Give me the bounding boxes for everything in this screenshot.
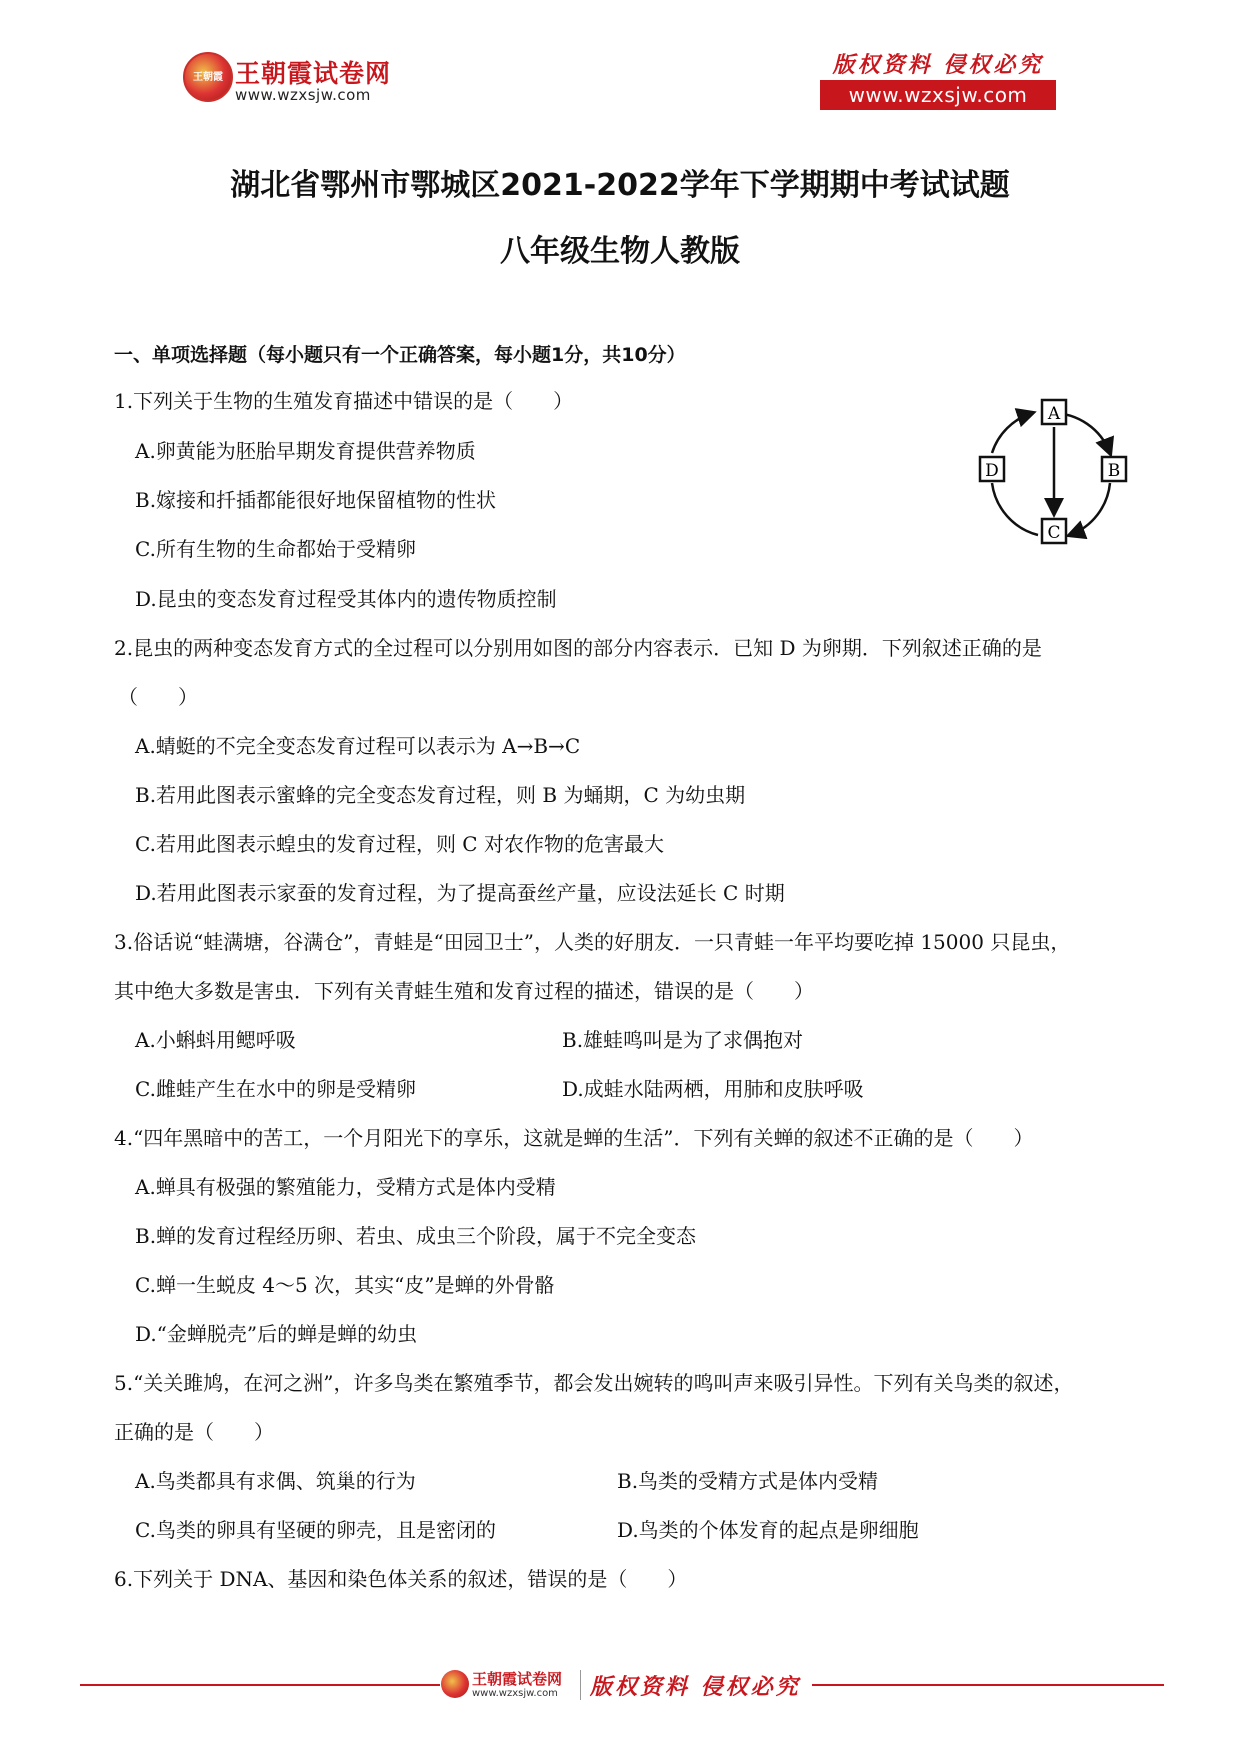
stage-label-b: B [1107,461,1121,481]
url-banner: www.wzxsjw.com [820,80,1056,110]
q1-stem: 1.下列关于生物的生殖发育描述中错误的是（ ） [114,389,574,413]
q3-stem-cont: 其中绝大多数是害虫．下列有关青蛙生殖和发育过程的描述，错误的是（ ） [114,979,814,1003]
q5-option-b: B.鸟类的受精方式是体内受精 [617,1469,879,1493]
exam-title: 湖北省鄂州市鄂城区2021-2022学年下学期期中考试试题 [230,168,1010,203]
q1-option-c: C.所有生物的生命都始于受精卵 [135,537,416,561]
q4-option-a: A.蝉具有极强的繁殖能力，受精方式是体内受精 [135,1175,556,1199]
q6-stem: 6.下列关于 DNA、基因和染色体关系的叙述，错误的是（ ） [114,1567,688,1591]
q4-option-c: C.蝉一生蜕皮 4～5 次，其实“皮”是蝉的外骨骼 [135,1273,555,1297]
q3-option-a: A.小蝌蚪用鳃呼吸 [135,1028,296,1052]
brand-url: www.wzxsjw.com [235,86,371,104]
q1-option-d: D.昆虫的变态发育过程受其体内的遗传物质控制 [135,587,557,611]
q5-stem: 5.“关关雎鸠，在河之洲”，许多鸟类在繁殖季节，都会发出婉转的鸣叫声来吸引异性。下列有关鸟类的叙述， [114,1371,1074,1395]
footer-divider [580,1670,581,1700]
stage-label-a: A [1047,404,1061,424]
stage-label-d: D [985,461,999,481]
footer-seal-icon [441,1670,469,1698]
q4-stem: 4.“四年黑暗中的苦工，一个月阳光下的享乐，这就是蝉的生活”．下列有关蝉的叙述不正确的是（ ） [114,1126,1034,1150]
q1-option-b: B.嫁接和扦插都能很好地保留植物的性状 [135,488,497,512]
q4-option-b: B.蝉的发育过程经历卵、若虫、成虫三个阶段，属于不完全变态 [135,1224,697,1248]
q5-option-a: A.鸟类都具有求偶、筑巢的行为 [135,1469,416,1493]
q5-option-d: D.鸟类的个体发育的起点是卵细胞 [617,1518,919,1542]
q3-option-b: B.雄蛙鸣叫是为了求偶抱对 [562,1028,804,1052]
q2-stem-cont: （ ） [118,685,198,709]
q5-option-c: C.鸟类的卵具有坚硬的卵壳，且是密闭的 [135,1518,496,1542]
q2-option-a: A.蜻蜓的不完全变态发育过程可以表示为 A→B→C [135,734,581,758]
stage-box-a [1042,400,1066,424]
stage-box-b [1102,457,1126,481]
q3-option-d: D.成蛙水陆两栖，用肺和皮肤呼吸 [562,1077,864,1101]
brand-seal-icon [183,52,233,102]
copyright-stamp [820,48,1056,112]
seal-text: 王朝霞 [193,72,223,83]
page-header [0,0,1240,130]
stage-box-d [980,457,1004,481]
footer-rule-left [80,1684,440,1686]
brand-name: 王朝霞试卷网 [235,59,392,88]
exam-subtitle: 八年级生物人教版 [500,234,740,269]
footer-url: www.wzxsjw.com [472,1688,558,1699]
copyright-text: 版权资料 侵权必究 [832,52,1044,78]
q2-option-c: C.若用此图表示蝗虫的发育过程，则 C 对农作物的危害最大 [135,832,664,856]
section-heading: 一、单项选择题（每小题只有一个正确答案，每小题1分，共10分） [114,344,686,366]
q3-stem: 3.俗话说“蛙满塘，谷满仓”，青蛙是“田园卫士”，人类的好朋友．一只青蛙一年平均要吃掉 15000 只昆虫， [114,930,1071,954]
footer-copyright: 版权资料 侵权必究 [590,1674,801,1700]
arrow-b-to-c [1070,483,1110,535]
footer-brand: 王朝霞试卷网 [472,1670,563,1688]
q1-option-a: A.卵黄能为胚胎早期发育提供营养物质 [135,439,476,463]
stage-box-c [1042,519,1066,543]
arrow-c-to-d [992,483,1038,535]
q3-option-c: C.雌蛙产生在水中的卵是受精卵 [135,1077,416,1101]
q2-stem: 2.昆虫的两种变态发育方式的全过程可以分别用如图的部分内容表示．已知 D 为卵期．下列叙述正确的是 [114,636,1042,660]
footer-rule-right [812,1684,1164,1686]
q2-option-b: B.若用此图表示蜜蜂的完全变态发育过程，则 B 为蛹期，C 为幼虫期 [135,783,746,807]
q5-stem-cont: 正确的是（ ） [114,1420,274,1444]
page-footer [0,1640,1240,1700]
q4-option-d: D.“金蝉脱壳”后的蝉是蝉的幼虫 [135,1322,418,1346]
stage-label-c: C [1047,523,1061,543]
arrow-d-to-a [992,413,1032,453]
brand-logo [183,52,423,112]
metamorphosis-cycle-diagram [970,395,1140,555]
q2-option-d: D.若用此图表示家蚕的发育过程，为了提高蚕丝产量，应设法延长 C 时期 [135,881,785,905]
